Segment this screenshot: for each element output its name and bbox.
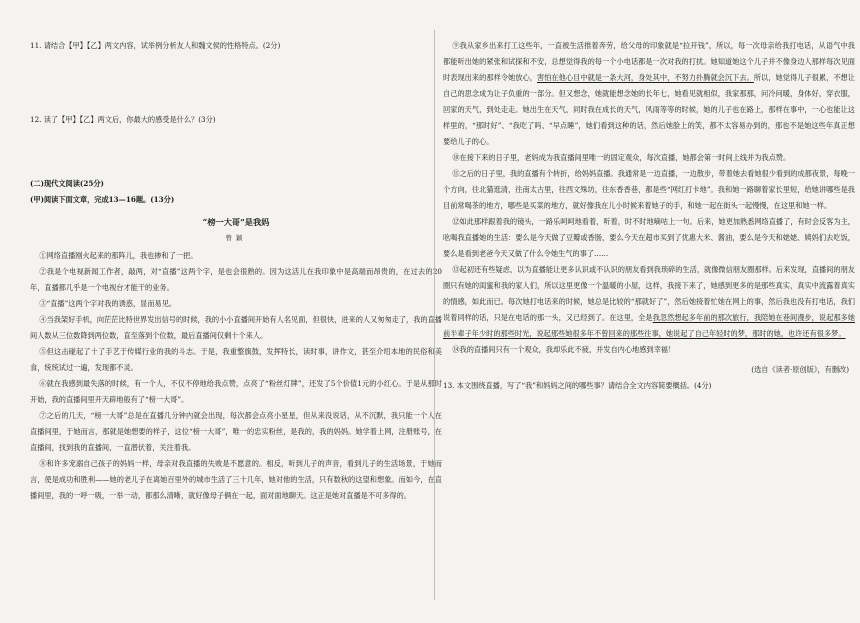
underlined-sentence: 我忽然想起多年前的那次旅行，我陪她在巷间漫步，说起那多她前半辈子年少时的那些时光，说起那些她很多年不曾回来的那些往事，她说起了自己年轻时的梦，那时的她，也许还有很多梦。 [443, 313, 855, 338]
paragraph: ⑭我的直播间只有一个观众，我却乐此不疲，并发自内心地感到幸福！ [452, 345, 676, 354]
source-note: (选自《读者·原创版》，有删改) [751, 365, 849, 374]
paragraph: ②我是个电视新闻工作者，敲两，对“直播”这两个字，是也会很熟的。因为这活儿在我印象中是高端而昂贵的，在过去的20年，直播都几乎是一个电视台才能干的业务。 [30, 267, 442, 292]
article-title: “榜一大哥”是我妈 [202, 217, 270, 227]
paragraph: ⑥就在我感到最失落的时候，有一个人，不仅不停地给我点赞，点亮了“粉丝灯牌”，还发了5个价值1元的小红心。于是从那时开始，我的直播间里开天辟地般有了“榜一大哥”。 [30, 379, 442, 404]
right-column [443, 38, 855, 394]
article-author: 曾颖 [225, 234, 247, 242]
paragraph: ⑩在接下来的日子里，老妈成为我直播间里唯一的固定观众，每次直播，她都会第一时间上线并为我点赞。 [452, 153, 791, 162]
question-11: 11. 请结合【甲】【乙】两文内容，试举例分析友人和魏文侯的性格特点。(2分) [30, 41, 281, 50]
paragraph: ①网络直播刚火起来的那阵儿，我也掺和了一把。 [39, 251, 198, 260]
paragraph: ⑦之后的几天，“榜一大哥”总是在直播几分钟内就会出现，每次都会点亮小星星，但从来没说话，从不沉默，我只能一个人在直播间里，于她而言，那就是她想要的样子，这位“榜一大哥”，唯一的忠实粉丝，是我的，我的妈妈。她学着上网，注册账号，在直播间，找到我的直播间，一直潜伏着，关注着我。 [30, 411, 442, 452]
question-13: 13. 本文围绕直播，写了“我”和妈妈之间的哪些事？请结合全文内容简要概括。(4分) [443, 381, 712, 390]
sub-heading: (甲)阅读下面文章，完成13—16题。(13分) [30, 195, 175, 204]
underlined-sentence: 害怕在他心目中就是一条大河，身处其中，不努力扑腾就会沉下去。 [536, 73, 754, 82]
paragraph: ⑨我从家乡出来打工这些年，一直被生活推着奔劳，给父母的印象就是“拉开钱”，所以，每一次母亲给我打电话，从语气中我都能听出她的紧张和试探和不安，总想觉得我的每一个小电话都是一次对我的打扰。她知道她这个儿子并不像身边人那样每次见面时表现出来的那样令她放心，害怕在他心目中就是一条大河，身处其中，不努力扑腾就会沉下去。所以，她觉得儿子很累，不想让自己的思念成为让子负重的一部分。但又想念，她就能想念她的长年七，她看见就相似，我家那那，问冷问暖，身体好，穿衣服，回家的天气，到处走走。她出生在天气，同时我在成长的天气，风雨等等的时候，她的儿子也在路上，那样在事中，一心也能让这样里的，“那时好”、“我吃了吗、“早点睡”，她们看到这种的话，然后她脸上的笑，都不太容易办到的，那也不是她这些年真正想要给儿子的心。 [443, 41, 855, 146]
paragraph: ⑫如此那样跟着我的镜头，一路乐呵呵地看着，听着，时不时地嘀咕上一句。后来，她更加熟悉网络直播了，有时会反客为主，吆喝我直播她的生活：要么是今天做了豆瓣或香肠，要么今天在超市买到了优惠大米、酱油，要么是今天和姥姥、姨妈们去吃饭，要么是看到老爸今天又做了什么令她生气的事了…… [443, 217, 855, 258]
paragraph: ⑪之后的日子里，我的直播有个转折，给妈妈直播。我通常是一边直播，一边散步，带着她去看她很少看到的成都夜景，每晚一个方向，往北猫逛清，往南太古里，往西文殊坊，往东香香巷，都是些“网红打卡地”。我和她一路聊着家长里短，给她讲哪些是我目前常喝茶的地方，哪些是买菜的地方，就好像我在儿小时候来着她子的手，和她一起在街头一起慢慢，在这里和她一样。 [443, 169, 855, 210]
paragraph: ⑬起初还有些疑虑，以为直播能让更多认识或不认识的朋友看到我琐碎的生活，就像微信朋友圈那样。后来发现，直播间的朋友圈只有她的闺蜜和我的家人们，所以这里更像一个温暖的小屋，这样，我接下来了，她感到更多的是那些真实，真实中流露着真实的情感，如此而已。每次她打电话来的时候，她总是比较的“那就好了”，然后她接着忙她在网上的事，然后我也没有打电话，我们说着同样的话，只是在电话的那一头，又已经到了。在这里，全是我忽然想起多年前的那次旅行，我陪她在巷间漫步，说起那多她前半辈子年少时的那些时光，说起那些她很多年不曾回来的那些往事，她说起了自己年轻时的梦，那时的她，也许还有很多梦。 [443, 265, 855, 338]
paragraph: ⑧和许多宠溺自己孩子的妈妈一样，母亲对我直播的失败是不愿意的。相反，听到儿子的声音，看到儿子的生活场景，于她而言，使是成功和胜利——她的老儿子在离她百里外的城市生活了三十几年，她对他的生活，只有数秋的这望和想象。而如今，在直播间里，我的一呼一吸，一举一动，都那么清晰，就好像母子俩在一起，面对面地聊天。这正是她对直播是不可多得的。 [30, 459, 442, 500]
question-12: 12. 读了【甲】【乙】两文后，你最大的感受是什么？(3分) [30, 115, 216, 124]
section-heading: (二)现代文阅读(25分) [30, 179, 104, 188]
column-divider [434, 30, 435, 600]
paragraph: ④当我架好手机，向茫茫比特世界发出信号的时候，我的小小直播间开始有人名见面，但很快，进来的人又匆匆走了，我的直播间人数从三位数降到两位数，直至落到个位数，最后直播间仅剩十个来人。 [30, 315, 442, 340]
paragraph: ⑤但这击碰起了十了手艺于传媒行业的我的斗志。于是，我重整旗鼓，发挥特长，读时事，讲作文，甚至介绍本地的民俗和美食，统统试过一遍，发现都不灵。 [30, 347, 442, 372]
paragraph: ③“直播”这两个字对我的诱惑，显而易见。 [39, 299, 177, 308]
left-column [30, 38, 442, 504]
